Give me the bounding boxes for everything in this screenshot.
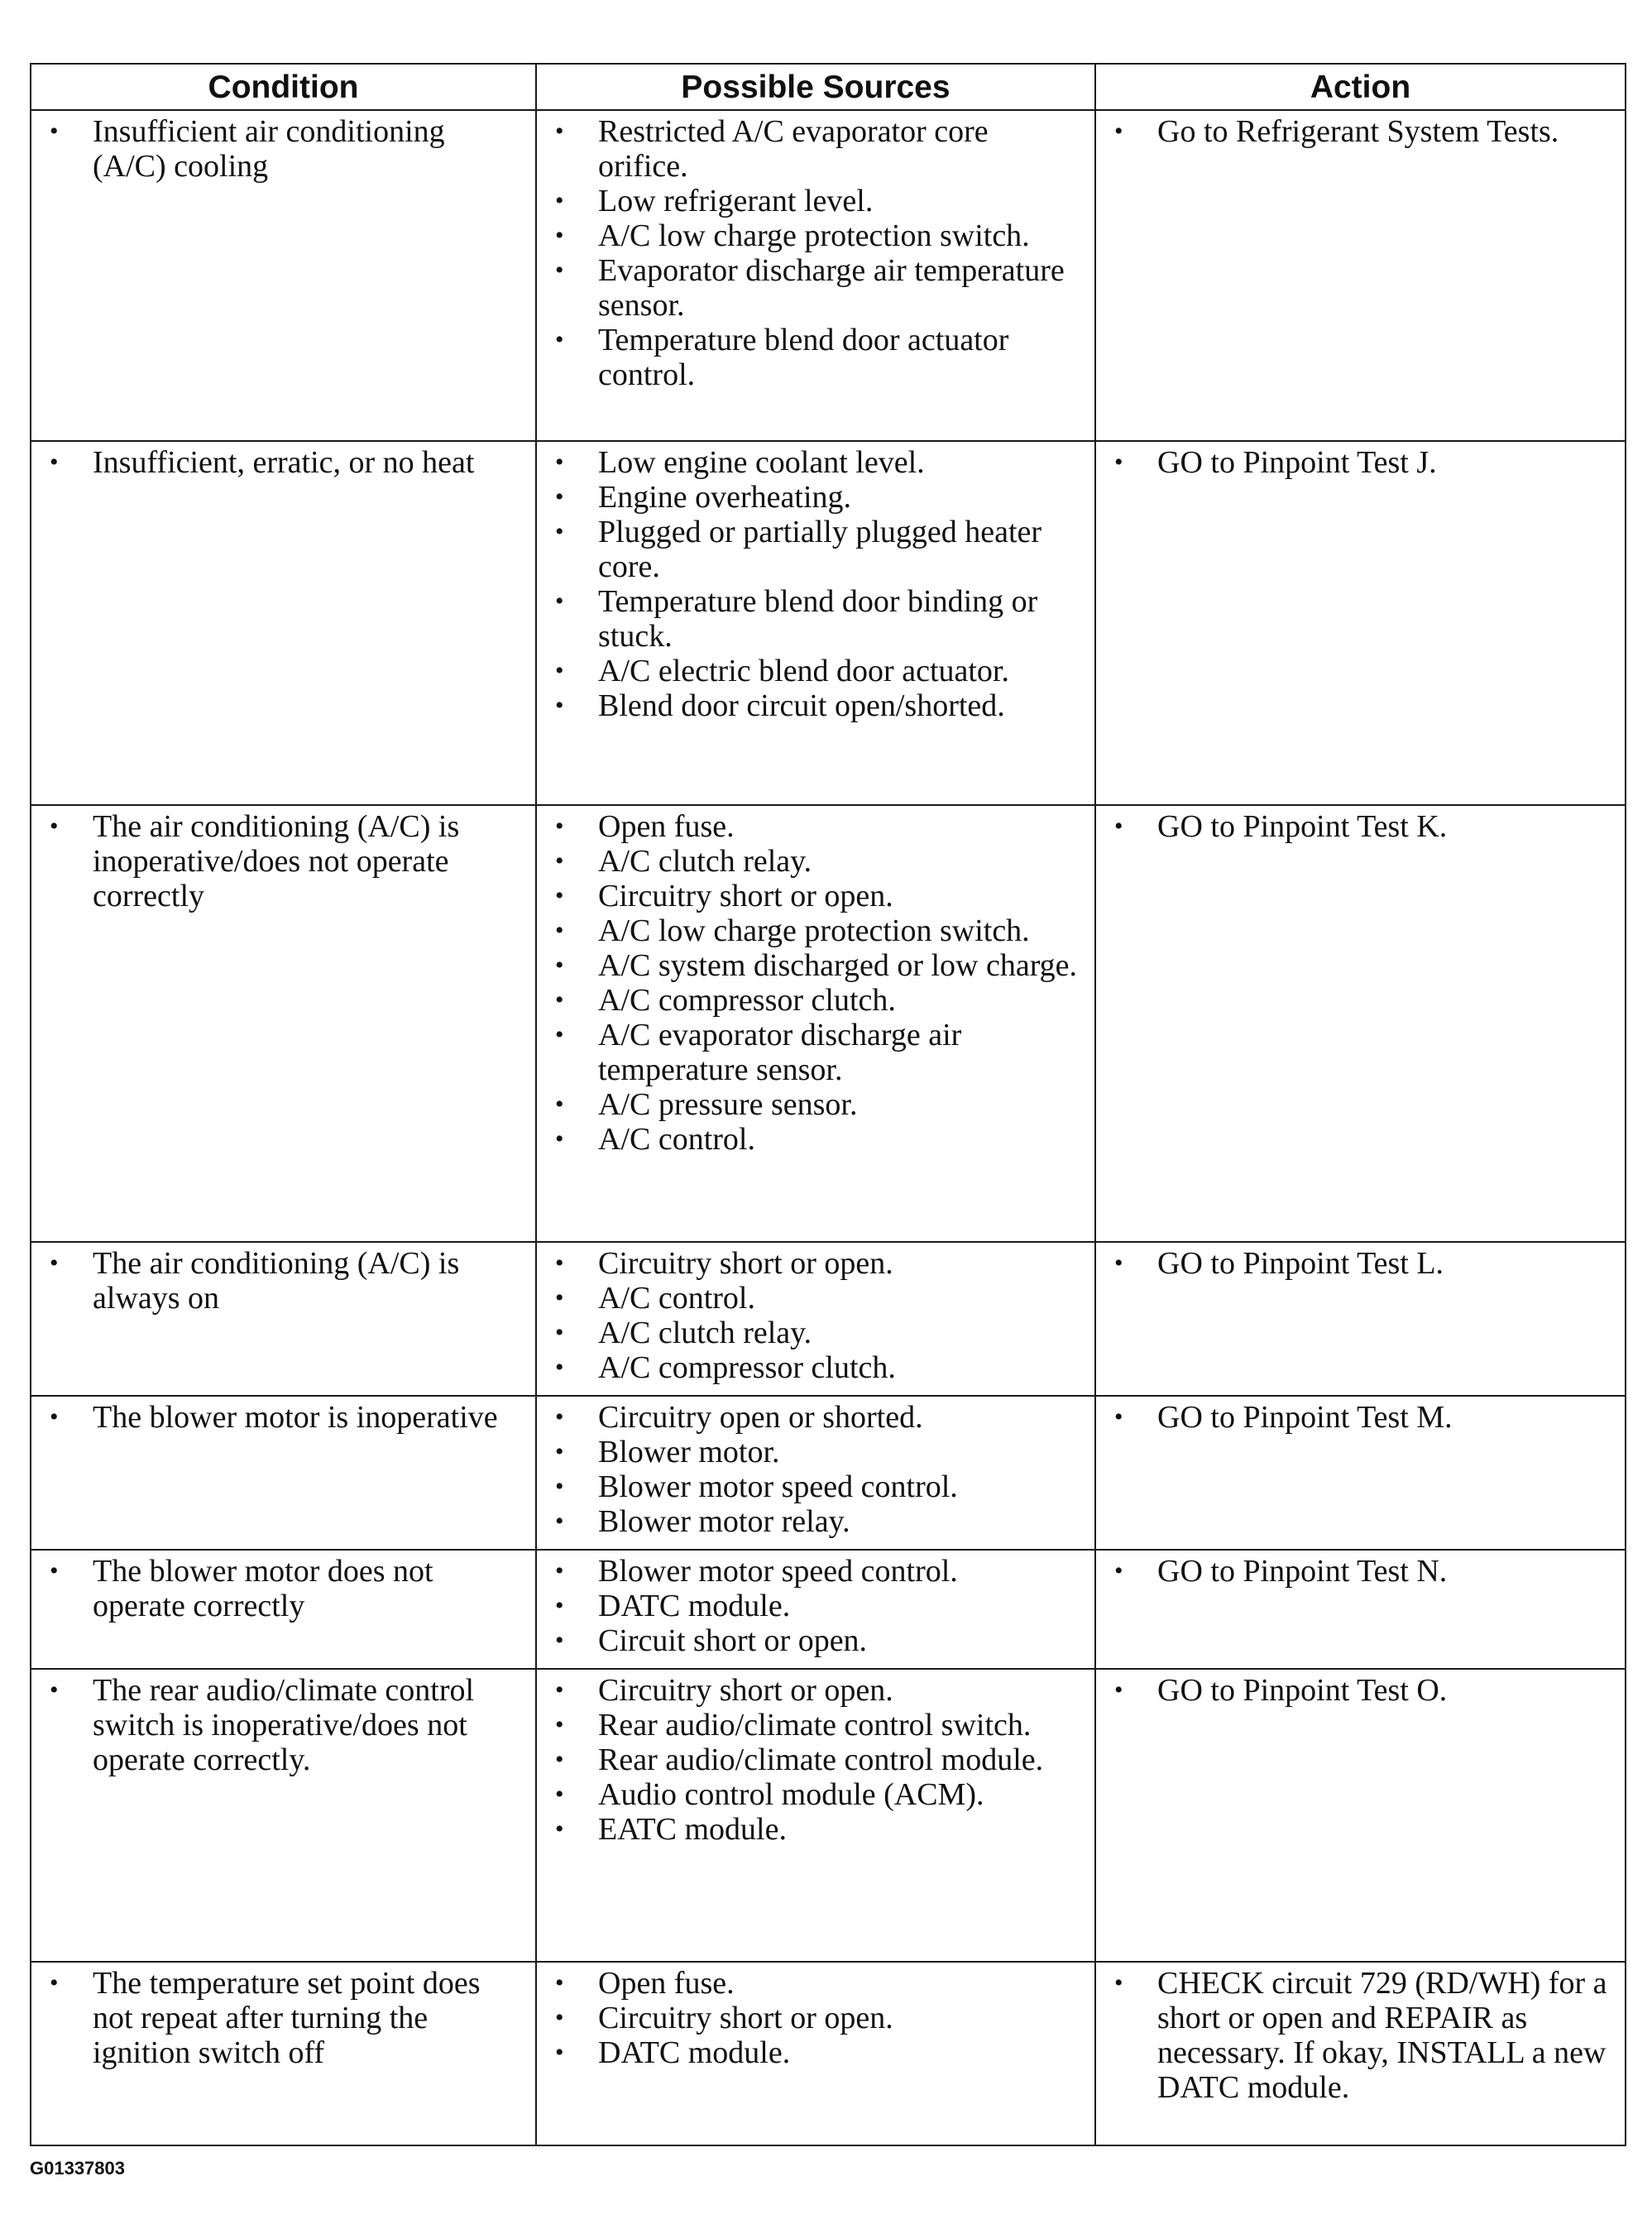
bullet-icon: • [555,1969,564,1997]
bullet-icon: • [555,2039,564,2066]
source-item-text: A/C control. [598,1281,755,1316]
source-item-text: Engine overheating. [598,480,852,515]
bullet-icon: • [50,1969,59,1997]
source-item-text: Blower motor. [598,1435,780,1469]
sources-cell [536,1550,1095,1669]
action-item-text: GO to Pinpoint Test N. [1157,1554,1448,1589]
bullet-icon: • [555,1627,564,1654]
source-item [550,688,1083,723]
bullet-icon: • [1114,1249,1123,1277]
source-item [550,2001,1083,2035]
bullet-icon: • [1114,448,1123,476]
bullet-icon: • [555,1781,564,1808]
source-item-text: Blower motor relay. [598,1504,850,1539]
bullet-icon: • [555,847,564,875]
bullet-icon: • [555,483,564,511]
condition-item-text: The rear audio/climate control switch is inoperative/does not operate correctly. [93,1673,475,1777]
condition-cell [31,1550,536,1669]
table-row [31,1550,1626,1669]
action-item [1109,114,1613,149]
bullet-icon: • [555,256,564,284]
source-item [550,2035,1083,2070]
bullet-icon: • [555,587,564,615]
source-item [550,1316,1083,1350]
source-item [550,1122,1083,1157]
source-item-text: A/C low charge protection switch. [598,913,1030,948]
source-item [550,1350,1083,1385]
source-item-text: Circuitry open or shorted. [598,1400,923,1435]
source-item [550,1812,1083,1847]
table-row [31,110,1626,441]
bullet-icon: • [1114,1969,1123,1997]
action-item-text: GO to Pinpoint Test O. [1157,1673,1448,1708]
condition-cell [31,110,536,441]
source-item-text: Open fuse. [598,1966,735,2001]
condition-item-text: The blower motor is inoperative [93,1400,498,1435]
source-item-text: Temperature blend door binding or stuck. [598,584,1038,654]
bullet-icon: • [50,117,59,145]
action-item [1109,809,1613,844]
bullet-icon: • [555,1746,564,1773]
table-row [31,805,1626,1242]
source-item-text: Blend door circuit open/shorted. [598,688,1005,723]
source-item-text: Blower motor speed control. [598,1554,958,1589]
action-item [1109,1673,1613,1708]
source-item-text: A/C clutch relay. [598,1316,812,1350]
condition-item [45,809,524,913]
action-cell [1095,110,1626,441]
bullet-icon: • [555,657,564,684]
condition-cell [31,1396,536,1550]
source-item-text: Rear audio/climate control module. [598,1742,1044,1777]
action-cell [1095,1962,1626,2145]
source-item-text: A/C pressure sensor. [598,1087,858,1122]
bullet-icon: • [1114,1557,1123,1584]
condition-item-text: The temperature set point does not repeat after turning the ignition switch off [93,1966,481,2070]
source-item [550,584,1083,654]
action-item [1109,1966,1613,2105]
bullet-icon: • [555,1676,564,1704]
sources-cell [536,110,1095,441]
action-cell [1095,441,1626,805]
condition-item [45,1246,524,1316]
source-item [550,1589,1083,1623]
header-possible-sources: Possible Sources [536,64,1095,110]
source-item-text: Blower motor speed control. [598,1469,958,1504]
bullet-icon: • [555,117,564,145]
action-item-text: CHECK circuit 729 (RD/WH) for a short or open and REPAIR as necessary. If okay, INSTALL a new DATC module. [1157,1966,1607,2105]
source-item [550,809,1083,844]
source-item-text: DATC module. [598,1589,791,1623]
action-item-text: GO to Pinpoint Test L. [1157,1246,1444,1281]
source-item-text: Circuit short or open. [598,1623,868,1658]
bullet-icon: • [555,1319,564,1346]
bullet-icon: • [555,692,564,719]
source-item [550,1246,1083,1281]
sources-cell [536,1962,1095,2145]
source-item [550,1742,1083,1777]
source-item [550,1435,1083,1469]
condition-cell [31,1962,536,2145]
bullet-icon: • [555,187,564,214]
source-item-text: Circuitry short or open. [598,879,893,913]
source-item-text: A/C control. [598,1122,755,1157]
bullet-icon: • [555,518,564,545]
source-item-text: EATC module. [598,1812,787,1847]
condition-item [45,114,524,184]
source-item [550,114,1083,184]
figure-id: G01337803 [30,2158,125,2179]
bullet-icon: • [555,2004,564,2031]
bullet-icon: • [555,1284,564,1311]
source-item [550,1087,1083,1122]
source-item-text: Open fuse. [598,809,735,844]
source-item [550,184,1083,218]
source-item-text: A/C system discharged or low charge. [598,948,1078,983]
source-item [550,1673,1083,1708]
source-item-text: Low engine coolant level. [598,445,925,480]
bullet-icon: • [555,1508,564,1535]
condition-item-text: The air conditioning (A/C) is inoperative/does not operate correctly [93,809,460,913]
bullet-icon: • [555,1473,564,1500]
condition-item-text: Insufficient, erratic, or no heat [93,445,475,480]
bullet-icon: • [50,448,59,476]
source-item [550,948,1083,983]
source-item [550,1554,1083,1589]
bullet-icon: • [50,1249,59,1277]
action-item-text: GO to Pinpoint Test J. [1157,445,1437,480]
action-cell [1095,1396,1626,1550]
sources-cell [536,441,1095,805]
header-condition: Condition [31,64,536,110]
source-item-text: Circuitry short or open. [598,1246,893,1281]
bullet-icon: • [50,813,59,840]
table-row [31,1669,1626,1962]
condition-item [45,445,524,480]
source-item-text: A/C compressor clutch. [598,983,896,1018]
source-item-text: Restricted A/C evaporator core orifice. [598,114,989,184]
bullet-icon: • [555,1557,564,1584]
table-row [31,441,1626,805]
action-item-text: Go to Refrigerant System Tests. [1157,114,1559,149]
bullet-icon: • [555,882,564,909]
source-item-text: Temperature blend door actuator control. [598,323,1009,392]
bullet-icon: • [555,1354,564,1381]
diagnosis-table-container [30,63,1625,2146]
source-item [550,879,1083,913]
source-item-text: Circuitry short or open. [598,2001,893,2035]
sources-cell [536,1396,1095,1550]
source-item [550,1966,1083,2001]
source-item [550,253,1083,323]
condition-item-text: The blower motor does not operate correctly [93,1554,433,1623]
source-item [550,1504,1083,1539]
condition-item [45,1554,524,1623]
condition-item [45,1673,524,1777]
bullet-icon: • [555,1711,564,1738]
source-item-text: A/C compressor clutch. [598,1350,896,1385]
bullet-icon: • [50,1676,59,1704]
action-cell [1095,1242,1626,1396]
action-item [1109,1400,1613,1435]
source-item-text: A/C electric blend door actuator. [598,654,1009,688]
source-item [550,1281,1083,1316]
source-item [550,983,1083,1018]
action-item [1109,1554,1613,1589]
bullet-icon: • [1114,813,1123,840]
bullet-icon: • [555,813,564,840]
bullet-icon: • [555,1091,564,1118]
sources-cell [536,1242,1095,1396]
bullet-icon: • [555,917,564,944]
bullet-icon: • [50,1557,59,1584]
source-item [550,844,1083,879]
action-cell [1095,805,1626,1242]
source-item-text: Circuitry short or open. [598,1673,893,1708]
bullet-icon: • [555,222,564,249]
source-item-text: Evaporator discharge air temperature sensor. [598,253,1065,323]
condition-cell [31,1242,536,1396]
bullet-icon: • [555,952,564,979]
action-item-text: GO to Pinpoint Test M. [1157,1400,1453,1435]
source-item-text: DATC module. [598,2035,791,2070]
source-item-text: A/C clutch relay. [598,844,812,879]
diagnosis-table [30,63,1626,2146]
sources-cell [536,1669,1095,1962]
source-item-text: Plugged or partially plugged heater core. [598,515,1042,584]
condition-item-text: Insufficient air conditioning (A/C) cooling [93,114,445,184]
source-item [550,323,1083,392]
source-item-text: A/C evaporator discharge air temperature sensor. [598,1018,962,1087]
action-cell [1095,1550,1626,1669]
action-item [1109,1246,1613,1281]
bullet-icon: • [1114,1676,1123,1704]
bullet-icon: • [555,1125,564,1153]
bullet-icon: • [555,448,564,476]
bullet-icon: • [1114,117,1123,145]
action-item [1109,445,1613,480]
condition-item [45,1966,524,2070]
action-item-text: GO to Pinpoint Test K. [1157,809,1448,844]
table-row [31,1242,1626,1396]
bullet-icon: • [555,326,564,353]
bullet-icon: • [555,1592,564,1619]
condition-item [45,1400,524,1435]
table-row [31,1962,1626,2145]
table-body [31,110,1626,2145]
bullet-icon: • [1114,1403,1123,1431]
source-item-text: Low refrigerant level. [598,184,874,218]
source-item [550,654,1083,688]
bullet-icon: • [555,1403,564,1431]
source-item [550,218,1083,253]
sources-cell [536,805,1095,1242]
condition-cell [31,1669,536,1962]
bullet-icon: • [555,986,564,1014]
source-item [550,913,1083,948]
source-item [550,1708,1083,1742]
source-item [550,445,1083,480]
table-row [31,1396,1626,1550]
condition-cell [31,805,536,1242]
source-item [550,1623,1083,1658]
source-item-text: Audio control module (ACM). [598,1777,984,1812]
source-item-text: A/C low charge protection switch. [598,218,1030,253]
source-item [550,1018,1083,1087]
bullet-icon: • [555,1438,564,1465]
source-item [550,515,1083,584]
source-item [550,1469,1083,1504]
source-item-text: Rear audio/climate control switch. [598,1708,1032,1742]
bullet-icon: • [555,1249,564,1277]
source-item [550,1400,1083,1435]
bullet-icon: • [555,1815,564,1843]
bullet-icon: • [50,1403,59,1431]
action-cell [1095,1669,1626,1962]
bullet-icon: • [555,1021,564,1048]
header-action: Action [1095,64,1626,110]
source-item [550,480,1083,515]
condition-item-text: The air conditioning (A/C) is always on [93,1246,460,1316]
header-row [31,64,1626,110]
condition-cell [31,441,536,805]
source-item [550,1777,1083,1812]
